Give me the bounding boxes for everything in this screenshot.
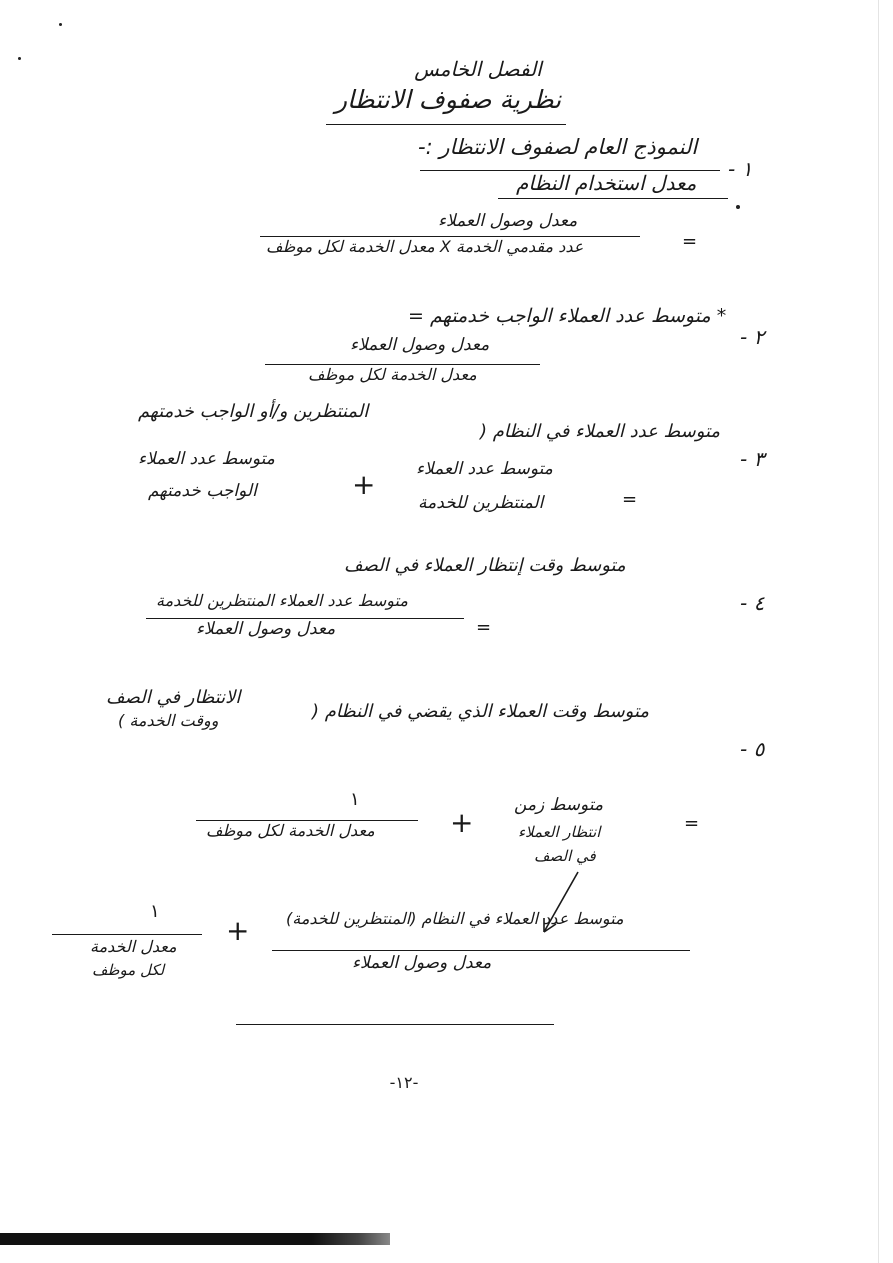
chapter-title: نظرية صفوف الانتظار bbox=[334, 85, 562, 114]
numerator-one: ١ bbox=[350, 789, 360, 810]
equals-sign: = bbox=[684, 813, 700, 834]
avg-wait-line-1: متوسط زمن bbox=[514, 795, 604, 815]
utilization-numerator: معدل وصول العملاء bbox=[438, 211, 578, 231]
section-1-number: ١ - bbox=[728, 157, 753, 181]
service-denominator-line-2: لكل موظف bbox=[92, 961, 165, 979]
service-fraction-bar bbox=[52, 934, 202, 935]
plus-sign: + bbox=[226, 914, 250, 947]
section-1-sub: معدل استخدام النظام bbox=[516, 171, 697, 195]
section-1-sub-underline bbox=[498, 198, 728, 199]
equals-sign: = bbox=[682, 231, 698, 252]
served-customers-line-2: الواجب خدمتهم bbox=[148, 481, 257, 501]
section-3-label: متوسط عدد العملاء في النظام ( bbox=[480, 421, 721, 442]
equals-sign: = bbox=[622, 489, 638, 510]
bullet-dot bbox=[736, 205, 740, 209]
plus-sign: + bbox=[450, 806, 474, 839]
avg-wait-line-3: في الصف bbox=[534, 847, 596, 865]
numerator-one: ١ bbox=[150, 901, 160, 922]
section-2-label: * متوسط عدد العملاء الواجب خدمتهم = bbox=[408, 305, 727, 327]
customers-served-numerator: معدل وصول العملاء bbox=[350, 335, 490, 355]
section-1-heading: النموذج العام لصفوف الانتظار :- bbox=[418, 135, 698, 159]
queue-wait-denominator: معدل وصول العملاء bbox=[196, 619, 336, 639]
utilization-denominator: عدد مقدمي الخدمة X معدل الخدمة لكل موظف bbox=[266, 237, 584, 256]
arrow-icon bbox=[530, 868, 590, 948]
section-5-label: متوسط وقت العملاء الذي يقضي في النظام ( bbox=[312, 701, 650, 722]
served-customers-line-1: متوسط عدد العملاء bbox=[138, 449, 275, 469]
section-4-label: متوسط وقت إنتظار العملاء في الصف bbox=[344, 555, 626, 576]
title-underline bbox=[326, 124, 566, 125]
plus-sign: + bbox=[352, 468, 376, 501]
service-denominator-line-1: معدل الخدمة bbox=[90, 937, 177, 956]
section-4-number: ٤ - bbox=[740, 591, 765, 615]
queue-wait-numerator: متوسط عدد العملاء المنتظرين للخدمة bbox=[156, 591, 408, 610]
waiting-customers-line-2: المنتظرين للخدمة bbox=[418, 493, 544, 513]
scan-speck bbox=[18, 57, 21, 60]
section-5-number: ٥ - bbox=[740, 737, 765, 761]
scan-speck bbox=[59, 23, 62, 26]
scan-edge-bar bbox=[0, 1233, 390, 1245]
section-3-label-top: المنتظرين و/أو الواجب خدمتهم bbox=[138, 401, 369, 422]
chapter-label: الفصل الخامس bbox=[414, 57, 542, 81]
system-time-fraction-bar bbox=[272, 950, 690, 951]
system-customers-numerator: متوسط عدد العملاء في النظام (المنتظرين للخدمة) bbox=[286, 909, 624, 928]
equals-sign: = bbox=[476, 617, 492, 638]
waiting-customers-line-1: متوسط عدد العملاء bbox=[416, 459, 553, 479]
service-rate-denominator: معدل الخدمة لكل موظف bbox=[206, 821, 375, 840]
customers-served-denominator: معدل الخدمة لكل موظف bbox=[308, 365, 477, 384]
avg-wait-line-2: انتظار العملاء bbox=[518, 823, 601, 841]
footer-separator bbox=[236, 1024, 554, 1025]
section-2-number: ٢ - bbox=[740, 325, 765, 349]
section-3-number: ٣ - bbox=[740, 447, 765, 471]
scan-edge-line bbox=[878, 0, 879, 1263]
section-5-paren-line-2: ووقت الخدمة ) bbox=[118, 711, 219, 730]
page-number: -١٢- bbox=[389, 1073, 419, 1092]
system-time-denominator: معدل وصول العملاء bbox=[352, 953, 492, 973]
section-5-paren-line-1: الانتظار في الصف bbox=[106, 687, 241, 708]
